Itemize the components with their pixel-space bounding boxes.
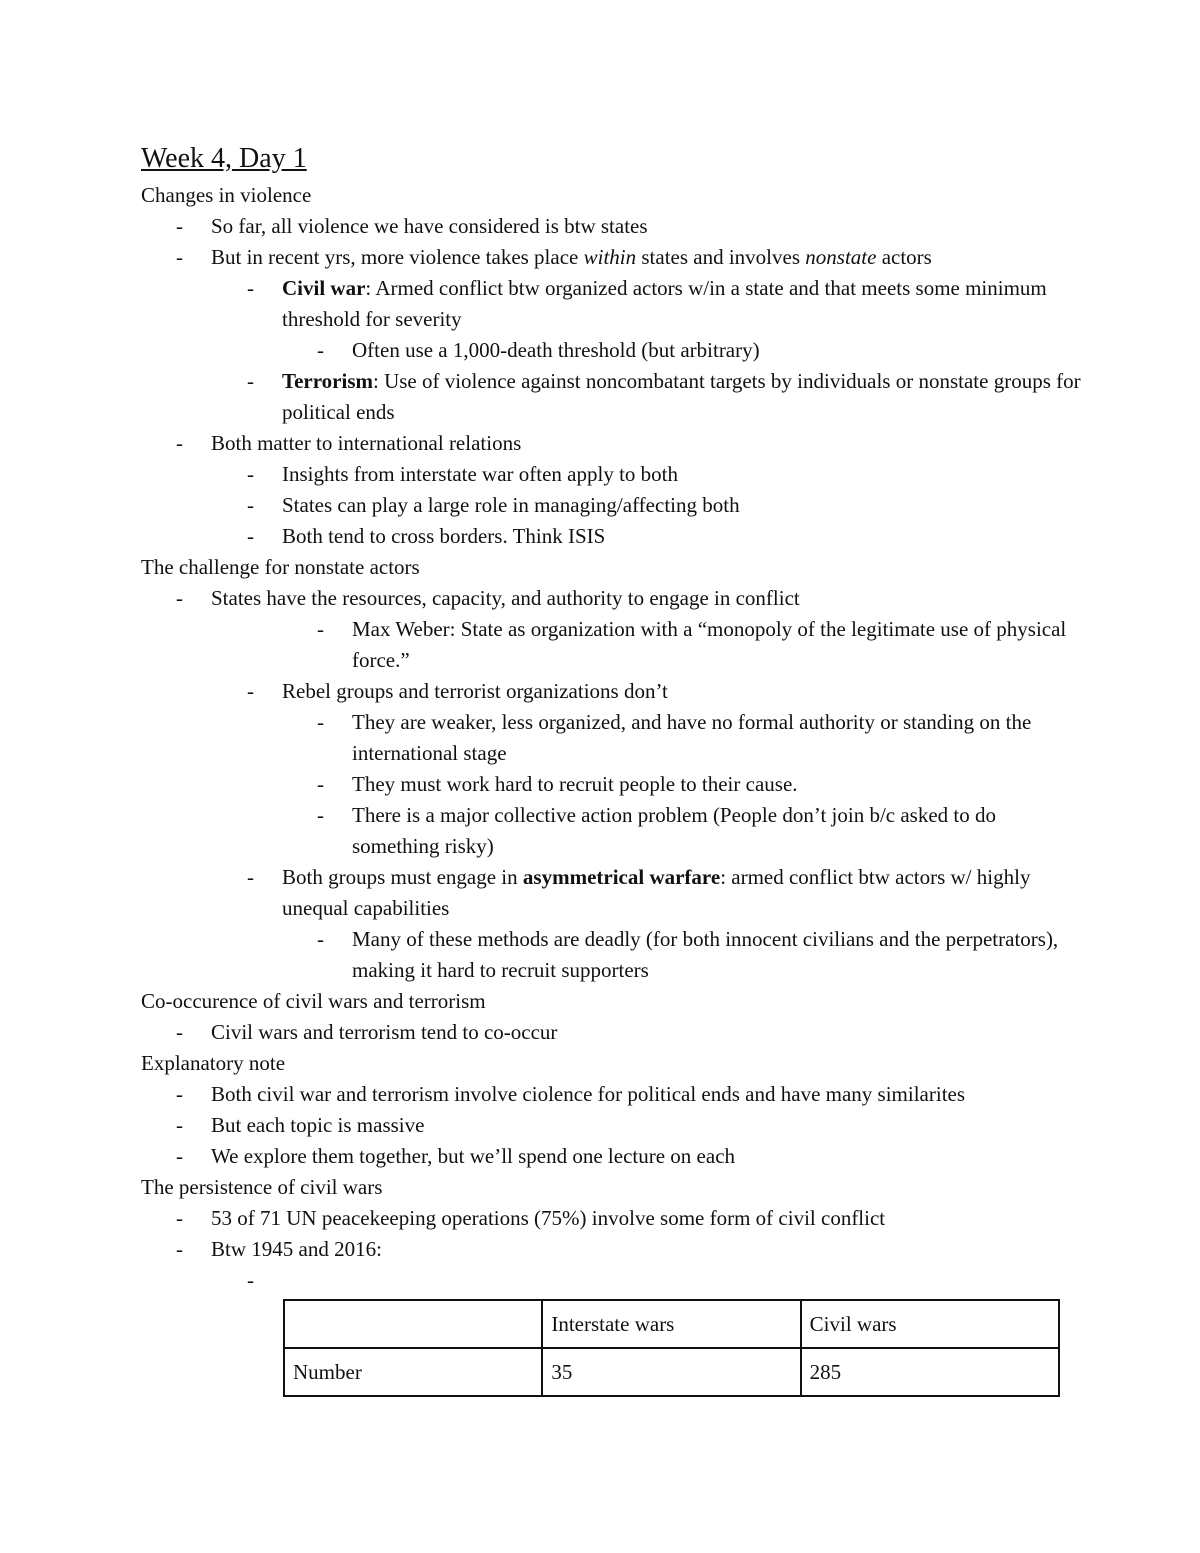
line-text: They are weaker, less organized, and have no formal authority or standing on the international stage: [352, 710, 1032, 765]
bullet-dash: -: [247, 1268, 254, 1292]
bullet-item: [141, 1234, 1081, 1265]
line-text: Insights from interstate war often apply to both: [282, 462, 678, 486]
line-text: : Use of violence against noncombatant targets by individuals or nonstate groups for political ends: [282, 369, 1081, 424]
table-cell: Interstate wars: [542, 1300, 800, 1348]
line-text: Co-occurence of civil wars and terrorism: [141, 989, 486, 1013]
table-header-row: [284, 1300, 1059, 1348]
line-text: Both groups must engage in: [282, 865, 523, 889]
line-text: States have the resources, capacity, and authority to engage in conflict: [211, 586, 800, 610]
line-text: Both civil war and terrorism involve ciolence for political ends and have many similarites: [211, 1082, 966, 1106]
line-text: Both matter to international relations: [211, 431, 522, 455]
line-text: Changes in violence: [141, 183, 312, 207]
bullet-dash: -: [247, 524, 254, 548]
bullet-dash: -: [247, 679, 254, 703]
bullet-dash: -: [176, 1206, 183, 1230]
line-text: Often use a 1,000-death threshold (but arbitrary): [352, 338, 760, 362]
line-text: So far, all violence we have considered is btw states: [211, 214, 648, 238]
bullet-item: [141, 211, 1081, 242]
bullet-dash: -: [317, 338, 324, 362]
section-heading: [141, 1048, 1081, 1079]
bullet-item: [141, 273, 1081, 335]
bullet-item: [141, 862, 1081, 924]
section-heading: [141, 180, 1081, 211]
line-text: States can play a large role in managing/affecting both: [282, 493, 740, 517]
table-cell: Civil wars: [801, 1300, 1059, 1348]
bullet-item: [141, 490, 1081, 521]
line-text: Many of these methods are deadly (for both innocent civilians and the perpetrators), making it hard to recruit supporters: [352, 927, 1059, 982]
line-text: actors: [876, 245, 932, 269]
bullet-dash: -: [247, 276, 254, 300]
bullet-item: [141, 335, 1081, 366]
line-text: Btw 1945 and 2016:: [211, 1237, 382, 1261]
line-text: : armed conflict btw actors w/ highly unequal capabilities: [282, 865, 1031, 920]
line-text: The challenge for nonstate actors: [141, 555, 420, 579]
bullet-item: [141, 707, 1081, 769]
line-text: There is a major collective action problem (People don’t join b/c asked to do something risky): [352, 803, 997, 858]
bold-term: Terrorism: [282, 369, 373, 393]
bullet-dash: -: [247, 462, 254, 486]
bullet-item: [141, 1110, 1081, 1141]
bullet-dash: -: [176, 1020, 183, 1044]
bullet-item: [141, 583, 1081, 614]
bullet-item: [141, 1203, 1081, 1234]
document-page: [141, 140, 1081, 1384]
table-cell: 285: [801, 1348, 1059, 1396]
line-text: They must work hard to recruit people to their cause.: [352, 772, 798, 796]
bullet-item: [141, 459, 1081, 490]
section-heading: [141, 552, 1081, 583]
page-title: Week 4, Day 1: [141, 143, 307, 174]
line-text: : Armed conflict btw organized actors w/in a state and that meets some minimum threshold for severity: [282, 276, 1047, 331]
bullet-dash: -: [176, 1113, 183, 1137]
bullet-dash: -: [317, 772, 324, 796]
bold-term: asymmetrical warfare: [522, 865, 721, 889]
bullet-item: [141, 769, 1081, 800]
bullet-item: [141, 800, 1081, 862]
bullet-item: [141, 1017, 1081, 1048]
bullet-item: [141, 366, 1081, 428]
line-text: Max Weber: State as organization with a “monopoly of the legitimate use of physical force.”: [352, 617, 1067, 672]
bullet-item: [141, 428, 1081, 459]
section-heading: [141, 986, 1081, 1017]
line-text: The persistence of civil wars: [141, 1175, 383, 1199]
line-text: We explore them together, but we’ll spend one lecture on each: [211, 1144, 736, 1168]
bullet-item: [141, 1141, 1081, 1172]
bullet-dash: -: [176, 1082, 183, 1106]
bullet-dash: -: [317, 710, 324, 734]
bullet-item: [141, 1265, 1081, 1296]
bullet-item: [141, 521, 1081, 552]
line-text: Both tend to cross borders. Think ISIS: [282, 524, 606, 548]
bullet-dash: -: [176, 245, 183, 269]
wars-table: [283, 1299, 1060, 1397]
bullet-dash: -: [317, 927, 324, 951]
bullet-dash: -: [317, 617, 324, 641]
section-heading: [141, 1172, 1081, 1203]
bullet-dash: -: [247, 493, 254, 517]
bullet-item: [141, 676, 1081, 707]
bullet-item: [141, 614, 1081, 676]
notes-outline: [141, 180, 1081, 1296]
table-cell: 35: [542, 1348, 800, 1396]
line-text: But in recent yrs, more violence takes place: [211, 245, 584, 269]
line-text: Civil wars and terrorism tend to co-occur: [211, 1020, 558, 1044]
line-text: Explanatory note: [141, 1051, 286, 1075]
line-text: Rebel groups and terrorist organizations don’t: [282, 679, 668, 703]
bullet-dash: -: [176, 431, 183, 455]
bullet-dash: -: [176, 1144, 183, 1168]
line-text: But each topic is massive: [211, 1113, 425, 1137]
italic-text: within: [583, 245, 637, 269]
bold-term: Civil war: [282, 276, 366, 300]
bullet-dash: -: [317, 803, 324, 827]
bullet-dash: -: [176, 214, 183, 238]
bullet-dash: -: [247, 865, 254, 889]
bullet-dash: -: [176, 586, 183, 610]
italic-text: nonstate: [805, 245, 877, 269]
line-text: 53 of 71 UN peacekeeping operations (75%) involve some form of civil conflict: [211, 1206, 886, 1230]
table-cell: Number: [284, 1348, 542, 1396]
table-row: [284, 1348, 1059, 1396]
bullet-item: [141, 924, 1081, 986]
bullet-dash: -: [176, 1237, 183, 1261]
line-text: states and involves: [636, 245, 806, 269]
table-cell: [284, 1300, 542, 1348]
bullet-item: [141, 1079, 1081, 1110]
bullet-item: [141, 242, 1081, 273]
bullet-dash: -: [247, 369, 254, 393]
